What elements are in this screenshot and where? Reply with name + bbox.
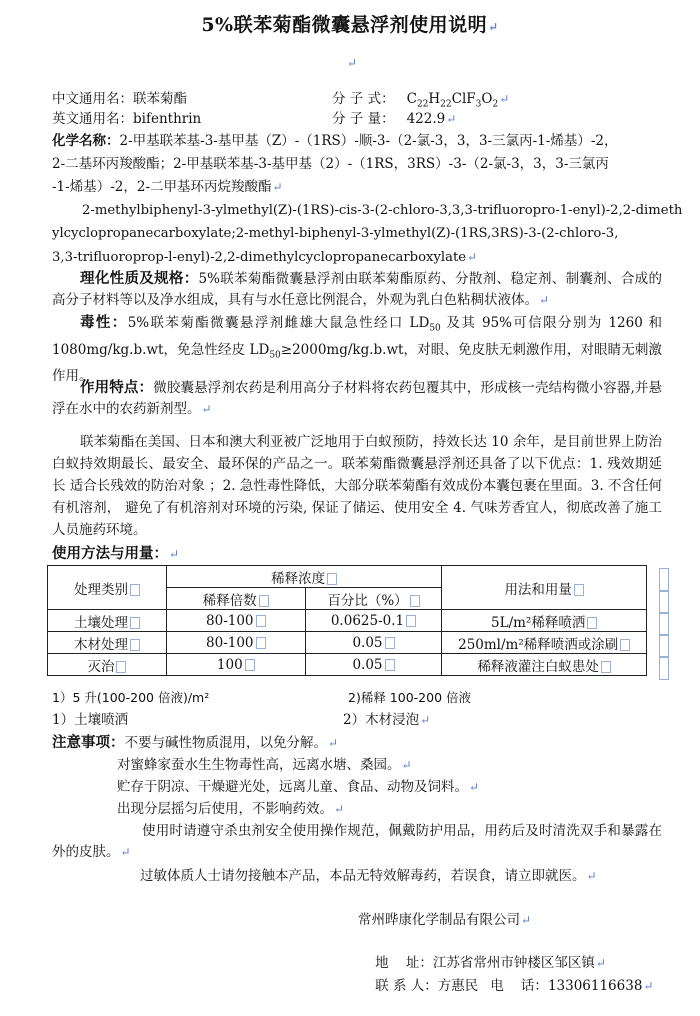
paragraph-mark-icon: ↵ xyxy=(347,56,358,70)
paragraph-mark-icon: ↵ xyxy=(521,913,532,927)
chem-cn-line-3: -1-烯基）-2，2-二甲基环丙烷羧酸酯↵ xyxy=(52,179,283,195)
usage-table xyxy=(47,565,647,676)
paragraph-mark-icon: ↵ xyxy=(120,845,131,859)
caution-item: 使用时请遵守杀虫剂安全使用操作规范，佩戴防护用品，用药后及时清洗双手和暴露在外的皮肤。↵ xyxy=(52,823,662,860)
usage-note-1-left: 1）5 升(100-200 倍液)/m² xyxy=(52,690,210,705)
paragraph-mark-icon: ↵ xyxy=(272,180,283,194)
cell-mark-icon xyxy=(256,637,266,649)
cell-mark-icon xyxy=(620,639,630,651)
header-dilution: 稀释浓度 xyxy=(166,566,441,588)
paragraph-mark-icon: ↵ xyxy=(169,547,180,561)
caution-item: 贮存于阴凉、干燥避光处，远离儿童、食品、动物及饲料。↵ xyxy=(117,779,480,795)
paragraph-mark-icon: ↵ xyxy=(499,92,510,106)
cell-mark-icon xyxy=(245,659,255,671)
cell-mark-icon xyxy=(574,584,584,596)
caution-item: 出现分层摇匀后使用，不影响药效。↵ xyxy=(117,801,345,817)
row-mark-icon xyxy=(659,656,669,680)
table-side-marks xyxy=(657,568,669,678)
chem-cn-line-2: 2-二基环丙羧酸酯；2-甲基联苯基-3-基甲基（2）-（1RS，3RS）-3-（2-氯-3，3，3-三氯丙 xyxy=(52,156,609,172)
toxicity-label: 毒性： xyxy=(80,314,128,331)
company-contact: 联 系 人：方惠民 电 话：13306116638↵ xyxy=(375,978,654,994)
table-header-row xyxy=(48,566,647,588)
paragraph-mark-icon: ↵ xyxy=(328,736,339,750)
caution-item: 对蜜蜂家蚕水生生物毒性高，远离水塘、桑园。↵ xyxy=(117,757,412,773)
cell-mark-icon xyxy=(116,661,126,673)
cell-mark-icon xyxy=(601,661,611,673)
features-paragraph: 作用特点：微胶囊悬浮剂农药是利用高分子材料将农药包覆其中，形成核一壳结构微小容器,并悬浮在水中的农药新剂型。↵ xyxy=(52,379,663,417)
paragraph-mark-icon: ↵ xyxy=(586,869,597,883)
usage-note-2-right: 2）木材浸泡↵ xyxy=(343,712,431,728)
row-mark-icon xyxy=(659,590,669,614)
formula-line: 分 子 式： $C_{22}H_{22}ClF_3O_2↵$ xyxy=(332,91,510,110)
paragraph-mark-icon: ↵ xyxy=(595,956,606,970)
chem-en-line-1: 2-methylbiphenyl-3-ylmethyl(Z)-(1RS)-cis-3-(2-chloro-3,3,3-trifluoropro-1-enyl)-2,2-dimeth xyxy=(82,203,683,218)
caution-item: 过敏体质人士请勿接触本产品，本品无特效解毒药，若误食，请立即就医。↵ xyxy=(140,868,597,884)
paragraph-mark-icon: ↵ xyxy=(643,979,654,993)
company-address: 地 址：江苏省常州市钟楼区邹区镇↵ xyxy=(375,955,606,971)
usage-note-1-right: 2)稀释 100-200 倍液 xyxy=(348,690,472,705)
row-mark-icon xyxy=(659,612,669,636)
paragraph-mark-icon: ↵ xyxy=(488,20,499,34)
cell-mark-icon xyxy=(587,617,597,629)
row-mark-icon xyxy=(659,568,669,592)
company-name: 常州晔康化学制品有限公司↵ xyxy=(358,912,532,928)
cell-mark-icon xyxy=(130,584,140,596)
document-title xyxy=(0,10,700,37)
header-percent: 百分比（%） xyxy=(305,588,442,610)
paragraph-mark-icon: ↵ xyxy=(334,802,345,816)
paragraph-mark-icon: ↵ xyxy=(201,402,212,416)
cell-mark-icon xyxy=(259,595,269,607)
table-row: 灭治 100 0.05 稀释液灌注白蚁患处 xyxy=(48,654,647,676)
props-label: 理化性质及规格： xyxy=(80,270,199,287)
cell-mark-icon xyxy=(130,617,140,629)
cn-name: 联苯菊酯 xyxy=(133,91,187,107)
title-text: 5%联苯菊酯微囊悬浮剂使用说明 xyxy=(201,14,488,36)
features-label: 作用特点： xyxy=(80,379,154,396)
intro-paragraph: 联苯菊酯在美国、日本和澳大利亚被广泛地用于白蚁预防，持效长达 10 余年，是目前世界上防治白蚁持效期最长、最安全、最环保的产品之一。联苯菊酯微囊悬浮剂还具备了以下优点：1. 残效期延长 适合长残效的防治对象 ；2. 急性毒性降低，大部分联苯菊酯有效成份本囊包裹在里面。3. 不含任何有机溶剂， 避免了有机溶剂对环境的污染, 保证了储运、使用安全 4. 气味芳香宜人，彻底改善了施工人员施药环境。 xyxy=(52,434,662,538)
chem-en-line-3: 3,3-trifluoroprop-l-enyl)-2,2-dimethylcyclopropanecarboxylate↵ xyxy=(52,250,478,265)
paragraph-mark-icon: ↵ xyxy=(401,758,412,772)
cautions-label: 注意事项： xyxy=(52,734,125,751)
cell-mark-icon xyxy=(256,615,266,627)
header-category: 处理类别 xyxy=(48,566,167,610)
cell-mark-icon xyxy=(385,637,395,649)
cell-mark-icon xyxy=(130,639,140,651)
mw-line: 分 子 量： 422.9↵ xyxy=(332,111,457,127)
chem-en-line-2: ylcyclopropanecarboxylate;2-methyl-biphenyl-3-ylmethyl(Z)-(1RS,3RS)-3-(2-chloro-3, xyxy=(52,226,619,241)
table-row: 木材处理 80-100 0.05 250ml/m²稀释喷洒或涂刷 xyxy=(48,632,647,654)
cell-mark-icon xyxy=(406,615,416,627)
caution-item: 注意事项：不要与碱性物质混用，以免分解。↵ xyxy=(52,734,339,751)
paragraph-mark-icon: ↵ xyxy=(539,293,550,307)
cell-mark-icon xyxy=(385,659,395,671)
cell-mark-icon xyxy=(410,595,420,607)
paragraph-mark-icon: ↵ xyxy=(420,713,431,727)
cn-name-line: 中文通用名：联苯菊酯 xyxy=(52,91,187,107)
paragraph-mark-icon: ↵ xyxy=(467,250,478,264)
en-name-line: 英文通用名：bifenthrin xyxy=(52,111,202,127)
toxicity-paragraph: 毒性：5%联苯菊酯微囊悬浮剂雌雄大鼠急性经口 $LD_{50}$ 及其 95%可信限分别为 1260 和 1080mg/kg.b.wt，免急性经皮 $LD_{50}\ge 2000mg/kg.b.wt$，对眼、免皮肤无刺激作用，对眼睛无刺激作用。 xyxy=(52,314,662,385)
usage-note-2-left: 1）土壤喷洒 xyxy=(52,712,129,728)
paragraph-mark-icon: ↵ xyxy=(446,112,457,126)
props-paragraph: 理化性质及规格：5%联苯菊酯微囊悬浮剂由联苯菊酯原药、分散剂、稳定剂、制囊剂、合成的高分子材料等以及净水组成，具有与水任意比例混合，外观为乳白色粘稠状液体。↵ xyxy=(52,270,662,308)
header-method: 用法和用量 xyxy=(442,566,647,610)
usage-heading: 使用方法与用量：↵ xyxy=(52,545,180,562)
header-ratio: 稀释倍数 xyxy=(166,588,305,610)
row-mark-icon xyxy=(659,634,669,658)
chem-cn-line-1: 化学名称：2-甲基联苯基-3-基甲基（Z）-（1RS）-顺-3-（2-氯-3，3，3-三氯丙-1-烯基）-2， xyxy=(52,133,618,149)
table-row: 土壤处理 80-100 0.0625-0.1 5L/m²稀释喷洒 xyxy=(48,610,647,632)
en-name: bifenthrin xyxy=(133,111,202,127)
paragraph-mark-icon: ↵ xyxy=(469,780,480,794)
cell-mark-icon xyxy=(327,573,337,585)
